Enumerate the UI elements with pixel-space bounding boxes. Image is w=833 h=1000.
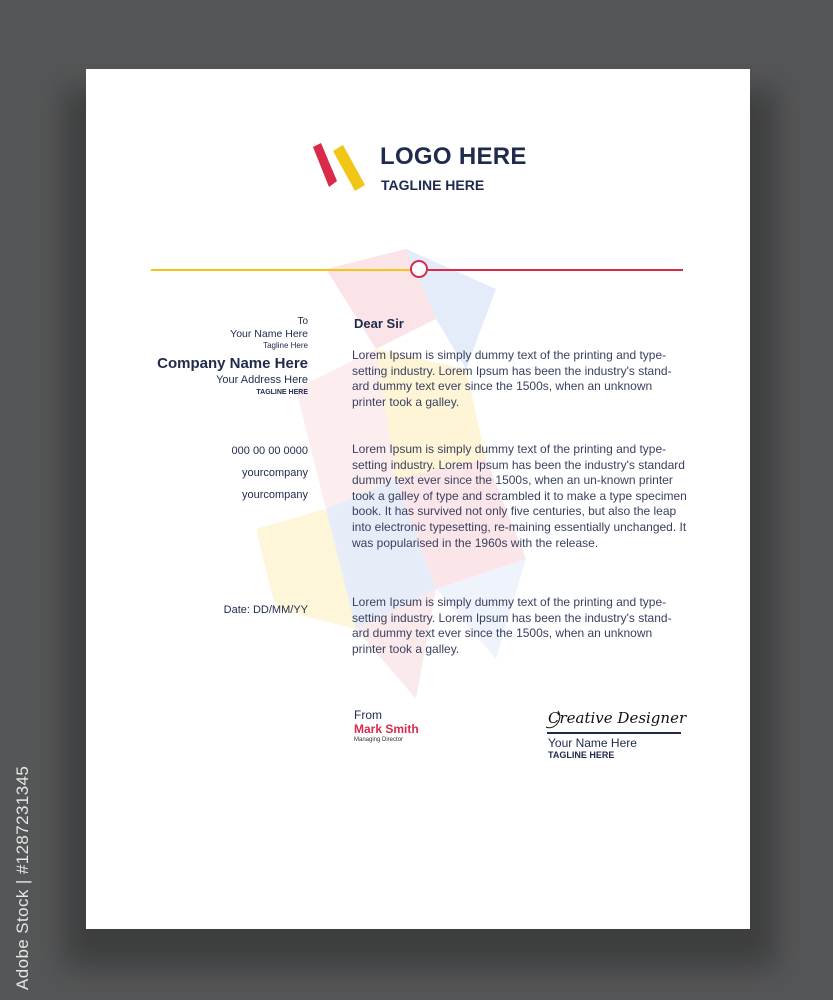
- signature-line: [547, 732, 681, 734]
- date: Date: DD/MM/YY: [223, 604, 308, 616]
- company-name: Company Name Here: [157, 355, 308, 372]
- logo-icon: [311, 141, 371, 193]
- paragraph-1: Lorem Ipsum is simply dummy text of the printing and type-setting industry. Lorem Ipsum has been the industry's stand-ard dummy text ever since the 1500s, when an unknown printer took a galley.: [352, 348, 672, 409]
- signature-name: Your Name Here: [548, 736, 637, 750]
- letterhead-page: [86, 69, 750, 929]
- paragraph-3: Lorem Ipsum is simply dummy text of the printing and type-setting industry. Lorem Ipsum has been the industry's stand-ard dummy text ever since the 1500s, when an unknown printer took a galley.: [352, 595, 672, 656]
- greeting: Dear Sir: [354, 316, 404, 331]
- signature-tagline: TAGLINE HERE: [548, 750, 615, 760]
- handwritten-signature: [544, 697, 694, 737]
- recipient-name: Your Name Here: [230, 328, 308, 340]
- phone-number: 000 00 00 0000: [231, 445, 308, 457]
- website: yourcompany: [241, 467, 308, 479]
- logo-tagline: TAGLINE HERE: [381, 177, 485, 193]
- header-rule-yellow: [151, 269, 410, 271]
- sender-title: Managing Director: [354, 737, 404, 743]
- company-address: Your Address Here: [216, 374, 308, 386]
- email: yourcompany: [241, 489, 308, 501]
- stock-credit: Adobe Stock | #1287231345: [13, 765, 32, 990]
- header-rule-circle: [410, 260, 428, 278]
- company-tagline: TAGLINE HERE: [256, 389, 308, 396]
- sender-name: Mark Smith: [354, 722, 419, 736]
- recipient-tagline: Tagline Here: [263, 341, 308, 350]
- logo-title: LOGO HERE: [380, 143, 527, 170]
- paragraph-2: Lorem Ipsum is simply dummy text of the printing and type-setting industry. Lorem Ipsum has been the industry's standard dummy text ever since the 1500s, when an un-known printer took a galley of type and scrambled it to make a type specimen book. It has survived not only five centuries, but also the leap into electronic typesetting, re-maining essentially unchanged. It was popularised in the 1960s with the release.: [352, 442, 687, 550]
- signature-text: Creative Designer: [548, 709, 687, 727]
- header-rule-red: [428, 269, 683, 271]
- to-label: To: [297, 316, 308, 327]
- from-label: From: [354, 708, 382, 722]
